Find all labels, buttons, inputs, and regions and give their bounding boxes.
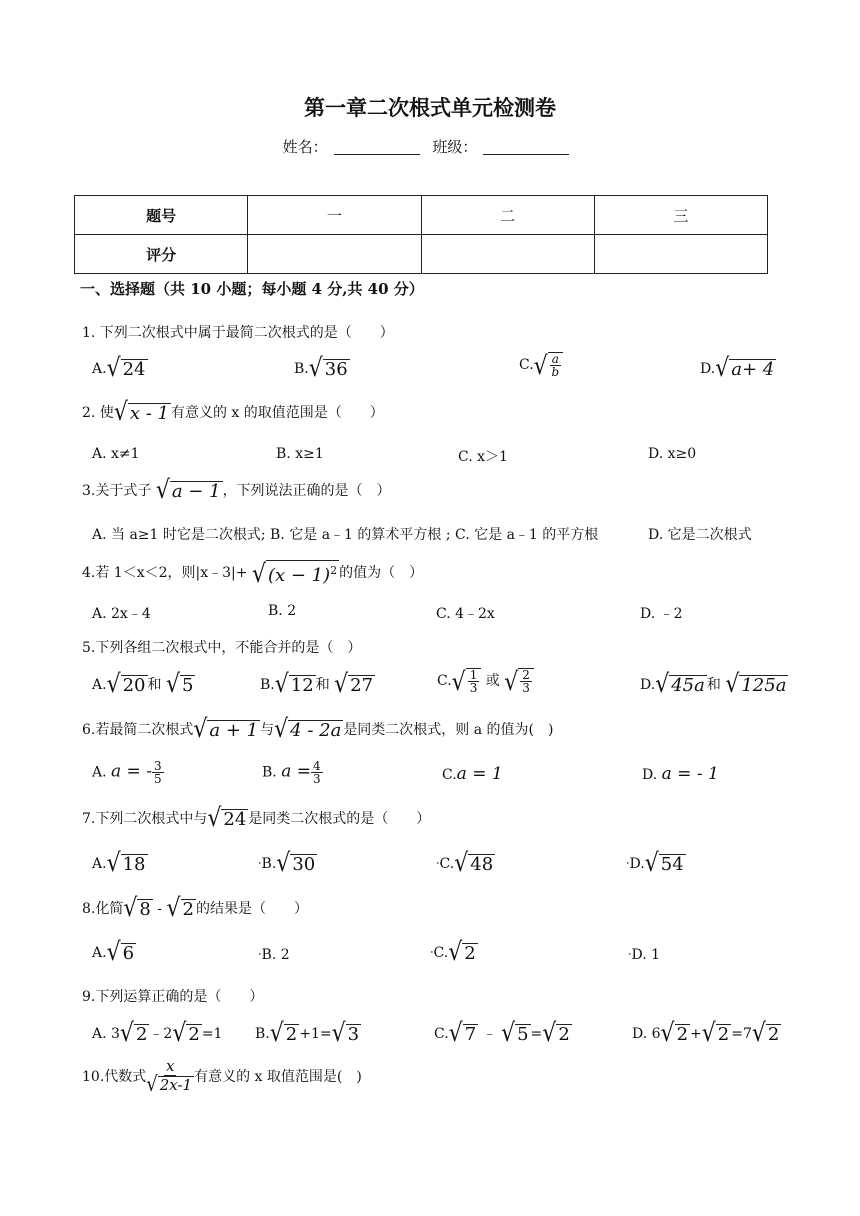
radical: √ 36	[308, 354, 348, 383]
question-3-stem: 3.关于式子 √ a − 1 ，下列说法正确的是（ ）	[82, 476, 391, 505]
score-table-col-2: 二	[421, 196, 594, 235]
question-4-stem: 4.若 1＜x＜2，则|x﹣3|+ √ $(x - 1)^2$ 的值为（ ）	[82, 560, 424, 589]
q7-option-d[interactable]: •D. √ 54	[626, 849, 684, 878]
q7-option-a[interactable]: A. √ 18	[92, 849, 146, 878]
score-table	[74, 195, 768, 274]
question-2-stem: 2. 使 √ x - 1 有意义的 x 的取值范围是（ ）	[82, 398, 384, 427]
name-blank[interactable]	[334, 140, 420, 155]
name-class-row	[0, 136, 860, 157]
score-table-header-row	[75, 196, 768, 235]
q1-option-c[interactable]: C. √ $\frac{a}{b}$	[519, 352, 563, 378]
q7-option-c[interactable]: •C. √ 48	[436, 849, 494, 878]
name-label: 姓名：	[282, 138, 328, 156]
radical: √ a+ 4	[715, 354, 775, 383]
q4-option-d[interactable]: D. ﹣2	[640, 606, 683, 622]
question-9-stem: 9.下列运算正确的是（ ）	[82, 989, 264, 1005]
q6-option-d[interactable]: D. a = - 1	[642, 764, 719, 784]
score-cell-3[interactable]	[594, 235, 767, 274]
q1-option-a[interactable]: A. √ 24	[92, 354, 146, 383]
q1-option-d[interactable]: D. √ a+ 4	[700, 354, 775, 383]
score-table-score-label: 评分	[75, 235, 248, 274]
q5-option-c[interactable]: C. √ $\frac{1}{3}$ 或 √ $\frac{2}{3}$	[437, 668, 534, 694]
score-cell-1[interactable]	[248, 235, 421, 274]
q9-option-c[interactable]: C. √ 7 ﹣ √ 5 = √ 2	[434, 1019, 570, 1048]
q3-option-d[interactable]: D. 它是二次根式	[648, 527, 752, 543]
score-table-col-1: 一	[248, 196, 421, 235]
q4-option-c[interactable]: C. 4﹣2x	[436, 606, 495, 622]
question-6-stem: 6.若最简二次根式 √ a + 1 与 √ 4 - 2a 是同类二次根式，则 a 的值为( )	[82, 715, 554, 744]
question-1-stem: 1. 下列二次根式中属于最简二次根式的是（ ）	[82, 325, 394, 341]
q5-option-b[interactable]: B. √ 12 和 √ 27	[260, 670, 374, 699]
q6-option-b[interactable]: B. a = $\frac{4}{3}$	[262, 759, 321, 786]
q8-option-b[interactable]: •B. 2	[258, 947, 290, 963]
question-10-stem: 10.代数式 x √ 2x-1 有意义的 x 取值范围是( )	[82, 1057, 362, 1097]
radical: √ 24	[106, 354, 146, 383]
fraction: x √ 2x-1	[146, 1057, 193, 1097]
q9-option-b[interactable]: B. √ 2 +1= √ 3	[255, 1019, 360, 1048]
section-1-title: 一、选择题（共 10 小题；每小题 4 分,共 40 分）	[80, 280, 424, 298]
class-blank[interactable]	[483, 140, 569, 155]
class-label: 班级：	[432, 138, 478, 156]
score-cell-2[interactable]	[421, 235, 594, 274]
score-table-score-row	[75, 235, 768, 274]
q2-option-c[interactable]: C. x＞1	[458, 449, 508, 465]
q2-option-a[interactable]: A. x≠1	[92, 446, 140, 462]
question-8-stem: 8.化简 √ 8 - √ 2 的结果是（ ）	[82, 894, 308, 923]
radical: √ a − 1	[155, 476, 221, 505]
q7-option-b[interactable]: •B. √ 30	[258, 849, 316, 878]
q4-option-a[interactable]: A. 2x﹣4	[92, 606, 151, 622]
q5-option-d[interactable]: D. √ 45a 和 √ 125a	[640, 670, 787, 699]
q3-options-abc[interactable]: A. 当 a≥1 时它是二次根式; B. 它是 a﹣1 的算术平方根 ; C. 它是 a﹣1 的平方根	[92, 527, 599, 543]
page-title: 第一章二次根式单元检测卷	[304, 96, 556, 120]
q8-option-d[interactable]: •D. 1	[628, 947, 661, 963]
q8-option-c[interactable]: •C. √ 2	[430, 938, 476, 967]
q9-option-d[interactable]: D. 6 √ 2 + √ 2 =7 √ 2	[632, 1019, 780, 1048]
score-table-col-3: 三	[594, 196, 767, 235]
q5-option-a[interactable]: A. √ 20 和 √ 5	[92, 670, 194, 699]
q6-option-c[interactable]: C.a = 1	[442, 764, 503, 784]
q6-option-a[interactable]: A. a = - $\frac{3}{5}$	[92, 759, 162, 786]
q2-option-b[interactable]: B. x≥1	[276, 446, 324, 462]
radical: √ $(x - 1)^2$	[251, 560, 338, 589]
question-7-stem: 7.下列二次根式中与 √ 24 是同类二次根式的是（ ）	[82, 804, 431, 833]
question-5-stem: 5.下列各组二次根式中，不能合并的是（ ）	[82, 640, 362, 656]
q9-option-a[interactable]: A. 3 √ 2 ﹣2 √ 2 =1	[92, 1019, 223, 1048]
q2-option-d[interactable]: D. x≥0	[648, 446, 697, 462]
q1-option-b[interactable]: B. √ 36	[294, 354, 348, 383]
score-table-question-label: 题号	[75, 196, 248, 235]
radical: √ x - 1	[113, 398, 169, 427]
q4-option-b[interactable]: B. 2	[268, 603, 297, 619]
radical: √ $\frac{a}{b}$	[534, 352, 563, 378]
q8-option-a[interactable]: A. √ 6	[92, 938, 135, 967]
